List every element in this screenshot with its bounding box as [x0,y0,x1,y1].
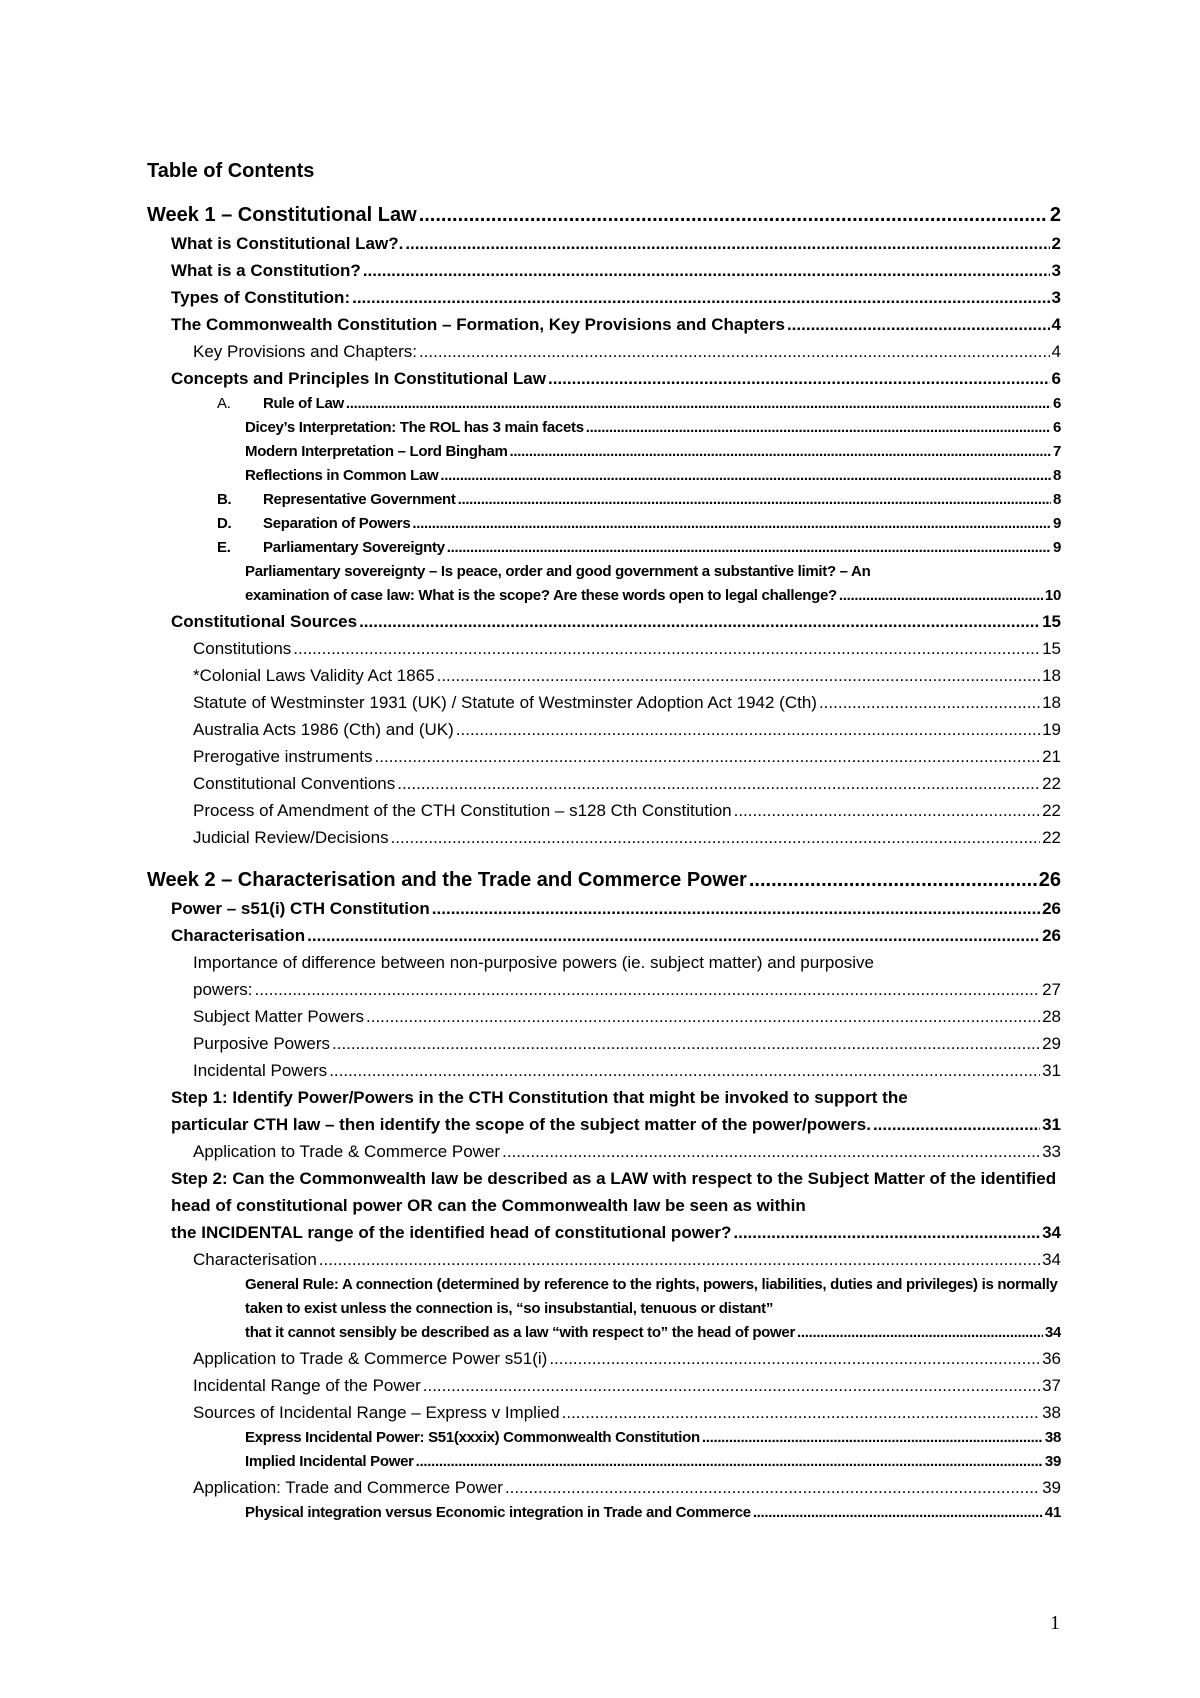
toc-entry[interactable] [147,743,1061,770]
toc-dot-leader [319,1246,1040,1273]
toc-entry-heading [171,311,785,338]
toc-entry-heading [193,1003,364,1030]
toc-entry-text-lead: Step 1: Identify Power/Powers in the CTH Constitution that might be invoked to support the [171,1088,908,1107]
toc-page-number: 6 [1052,419,1061,436]
toc-page-number: 9 [1052,515,1061,532]
toc-entry-last-line [193,976,1061,1003]
toc-page-number: 27 [1042,980,1061,999]
toc-entry[interactable] [147,560,1061,608]
toc-dot-leader [734,797,1040,824]
toc-dot-leader [873,1111,1040,1138]
toc-title: Table of Contents [147,160,315,182]
toc-entry[interactable] [147,1273,1061,1345]
toc-entry-text: Modern Interpretation – Lord Bingham [245,443,508,460]
toc-entry-text: Types of Constitution: [171,288,351,307]
toc-dot-leader [797,1321,1043,1345]
toc-page-number: 18 [1042,693,1061,712]
toc-entry[interactable] [147,1474,1061,1501]
toc-entry-text: Parliamentary Sovereignty [263,539,445,556]
toc-page-number: 19 [1042,720,1061,739]
toc-entry-heading [245,416,584,440]
toc-entry[interactable] [147,512,1061,536]
toc-page-number: 29 [1042,1034,1061,1053]
toc-entry-text: Representative Government [263,491,456,508]
toc-entry-heading [193,716,454,743]
toc-entry-text-lead: Importance of difference between non-purposive powers (ie. subject matter) and purposive [193,953,875,972]
toc-entry-letter: B. [217,491,232,508]
toc-dot-leader [733,1219,1040,1246]
toc-entry-text: *Colonial Laws Validity Act 1865 [193,666,435,685]
toc-entry-text: Application: Trade and Commerce Power [193,1478,503,1497]
toc-entry[interactable] [147,608,1061,635]
toc-dot-leader [440,464,1051,488]
toc-entry-text: What is a Constitution? [171,261,361,280]
toc-entry[interactable] [147,1138,1061,1165]
toc-entry-heading [171,284,350,311]
toc-entry[interactable] [147,895,1061,922]
toc-page-number: 26 [1042,899,1061,918]
table-of-contents [147,200,1061,1525]
toc-entry[interactable] [147,1399,1061,1426]
toc-entry[interactable] [147,770,1061,797]
toc-page-number: 22 [1042,774,1061,793]
toc-entry[interactable] [147,284,1061,311]
toc-entry-heading [171,1111,871,1138]
toc-entry-text: Judicial Review/Decisions [193,828,389,847]
toc-page-number: 34 [1042,1250,1061,1269]
toc-page-number: 33 [1042,1142,1061,1161]
toc-page-number: 9 [1052,539,1061,556]
toc-entry-text: that it cannot sensibly be described as a law “with respect to” the head of power [245,1324,795,1341]
toc-entry-text-lead: General Rule: A connection (determined by reference to the rights, powers, liabilities, duties and privileges) is normally taken to exist unless the connection is, “so insubstantial, tenuous or distant” [245,1276,1058,1317]
toc-page-number: 2 [1051,234,1061,253]
toc-entry-text: Key Provisions and Chapters: [193,342,417,361]
toc-entry-heading [147,865,747,895]
toc-entry-heading [245,584,837,608]
toc-page-number: 26 [1038,869,1061,891]
toc-page-number: 10 [1044,587,1061,604]
toc-entry[interactable] [147,230,1061,257]
toc-entry-letter: D. [217,515,232,532]
toc-entry-text: examination of case law: What is the scope? Are these words open to legal challenge? [245,587,837,604]
toc-entry[interactable] [147,536,1061,560]
toc-dot-leader [359,608,1040,635]
toc-entry[interactable] [147,689,1061,716]
toc-page-number: 2 [1049,204,1061,226]
toc-page-number: 3 [1051,288,1061,307]
toc-entry[interactable] [147,1246,1061,1273]
toc-entry[interactable] [147,1450,1061,1474]
toc-entry-text: Statute of Westminster 1931 (UK) / Statute of Westminster Adoption Act 1942 (Cth) [193,693,817,712]
toc-entry-text-lead: Step 2: Can the Commonwealth law be described as a LAW with respect to the Subject Matter of the identified head of constitutional power OR can the Commonwealth law be seen as within [171,1169,1057,1215]
toc-page-number: 26 [1042,926,1061,945]
toc-entry-heading [193,635,291,662]
toc-entry-heading [193,770,395,797]
toc-page-number: 18 [1042,666,1061,685]
toc-entry[interactable] [147,662,1061,689]
toc-entry[interactable] [147,200,1061,230]
toc-entry[interactable] [147,464,1061,488]
toc-entry-heading [193,1138,500,1165]
toc-page-number: 34 [1042,1223,1061,1242]
toc-dot-leader [391,824,1041,851]
toc-dot-leader [397,770,1040,797]
toc-page-number: 34 [1044,1324,1061,1341]
toc-dot-leader [293,635,1040,662]
toc-dot-leader [432,895,1040,922]
toc-entry[interactable] [147,392,1061,416]
toc-dot-leader [749,865,1037,895]
toc-entry-text: Application to Trade & Commerce Power s51(i) [193,1349,548,1368]
toc-entry-heading [193,1345,547,1372]
toc-entry[interactable] [147,1003,1061,1030]
toc-page-number: 21 [1042,747,1061,766]
toc-page-number: 8 [1052,467,1061,484]
toc-dot-leader [702,1426,1043,1450]
toc-entry-text: Reflections in Common Law [245,467,439,484]
toc-entry-heading [217,488,456,512]
toc-entry[interactable] [147,1030,1061,1057]
toc-entry-heading [193,689,817,716]
toc-entry[interactable] [147,1165,1061,1246]
toc-entry[interactable] [147,365,1061,392]
toc-entry-text: Application to Trade & Commerce Power [193,1142,501,1161]
toc-dot-leader [375,743,1041,770]
toc-entry[interactable] [147,311,1061,338]
toc-entry-text: Characterisation [171,926,306,945]
toc-entry-heading [193,976,253,1003]
toc-entry-text: powers: [193,980,253,999]
toc-entry[interactable] [147,949,1061,1003]
toc-page-number: 39 [1044,1453,1061,1470]
toc-entry[interactable] [147,824,1061,851]
toc-entry-heading [245,1321,795,1345]
toc-dot-leader [458,488,1051,512]
toc-dot-leader [419,338,1050,365]
toc-entry-heading [193,1399,560,1426]
toc-dot-leader [447,536,1051,560]
toc-dot-leader [332,1030,1040,1057]
toc-entry-text: Constitutional Conventions [193,774,396,793]
toc-entry[interactable] [147,865,1061,895]
toc-entry-heading [217,512,410,536]
toc-entry-last-line [245,584,1061,608]
toc-entry-letter: E. [217,539,231,556]
toc-page-number: 38 [1042,1403,1061,1422]
toc-entry-heading [193,797,732,824]
toc-entry-text: Process of Amendment of the CTH Constitution – s128 Cth Constitution [193,801,732,820]
toc-dot-leader [255,976,1041,1003]
toc-page-number: 4 [1051,315,1061,334]
toc-entry-heading [193,1372,421,1399]
toc-page-number: 38 [1044,1429,1061,1446]
toc-entry-text: Physical integration versus Economic integration in Trade and Commerce [245,1504,751,1521]
toc-entry-heading [193,1474,503,1501]
toc-dot-leader [505,1474,1040,1501]
toc-dot-leader [456,716,1040,743]
toc-entry[interactable] [147,440,1061,464]
toc-entry-heading [245,1501,751,1525]
toc-page-number: 15 [1042,639,1061,658]
toc-dot-leader [329,1057,1040,1084]
toc-dot-leader [753,1501,1043,1525]
toc-entry-text: Separation of Powers [263,515,411,532]
toc-entry-heading [171,895,430,922]
toc-entry-text: Incidental Powers [193,1061,328,1080]
toc-entry-heading [171,922,305,949]
toc-entry-heading [171,230,403,257]
toc-entry-last-line [171,1219,1061,1246]
toc-entry[interactable] [147,416,1061,440]
toc-dot-leader [787,311,1050,338]
toc-entry-heading [147,200,417,230]
toc-page-number: 37 [1042,1376,1061,1395]
toc-dot-leader [352,284,1049,311]
toc-dot-leader [423,1372,1040,1399]
toc-entry-text: Implied Incidental Power [245,1453,414,1470]
toc-page-number: 31 [1042,1061,1061,1080]
toc-entry-text: What is Constitutional Law?. [171,234,404,253]
toc-entry-heading [193,1030,330,1057]
toc-entry-text: Express Incidental Power: S51(xxxix) Commonwealth Constitution [245,1429,700,1446]
toc-entry-heading [171,257,361,284]
toc-dot-leader [548,365,1050,392]
toc-page-number: 7 [1052,443,1061,460]
toc-entry[interactable] [147,797,1061,824]
toc-entry-heading [193,1057,327,1084]
toc-page-number: 4 [1051,342,1061,361]
toc-entry-text: particular CTH law – then identify the scope of the subject matter of the power/powers. [171,1115,871,1134]
toc-entry-text: Purposive Powers [193,1034,331,1053]
toc-entry-text: Incidental Range of the Power [193,1376,421,1395]
toc-dot-leader [510,440,1051,464]
toc-entry-text: Subject Matter Powers [193,1007,365,1026]
toc-entry[interactable] [147,1345,1061,1372]
toc-entry[interactable] [147,1057,1061,1084]
toc-entry-heading [193,338,417,365]
toc-entry-heading [171,365,546,392]
toc-entry-text: Australia Acts 1986 (Cth) and (UK) [193,720,454,739]
toc-page-number: 6 [1052,395,1061,412]
toc-dot-leader [405,230,1049,257]
toc-page-number: 36 [1042,1349,1061,1368]
toc-dot-leader [562,1399,1040,1426]
toc-entry[interactable] [147,716,1061,743]
toc-entry-heading [245,440,508,464]
toc-entry-text: Constitutions [193,639,292,658]
toc-entry-heading [245,1426,700,1450]
toc-entry-heading [171,608,357,635]
toc-entry-heading [171,1219,731,1246]
toc-entry[interactable] [147,257,1061,284]
toc-entry-heading [245,464,438,488]
toc-entry-heading [193,662,435,689]
toc-dot-leader [346,392,1051,416]
toc-entry-text: Rule of Law [263,395,344,412]
toc-entry[interactable] [147,922,1061,949]
toc-entry[interactable] [147,1084,1061,1138]
toc-dot-leader [819,689,1040,716]
toc-entry-heading [193,1246,317,1273]
toc-dot-leader [437,662,1040,689]
toc-entry-heading [217,392,344,416]
toc-entry-text: The Commonwealth Constitution – Formation, Key Provisions and Chapters [171,315,785,334]
toc-entry-text: the INCIDENTAL range of the identified head of constitutional power? [171,1223,732,1242]
toc-entry-text: Week 1 – Constitutional Law [147,204,417,226]
toc-dot-leader [549,1345,1040,1372]
toc-entry-text: Dicey’s Interpretation: The ROL has 3 main facets [245,419,584,436]
toc-entry[interactable] [147,635,1061,662]
toc-entry-text: Sources of Incidental Range – Express v Implied [193,1403,560,1422]
toc-entry-letter: A. [217,395,231,412]
toc-entry-text: Concepts and Principles In Constitutional Law [171,369,546,388]
toc-entry-heading [193,743,373,770]
toc-entry[interactable] [147,1501,1061,1525]
toc-dot-leader [839,584,1043,608]
toc-entry-text: Prerogative instruments [193,747,373,766]
toc-dot-leader [502,1138,1040,1165]
toc-dot-leader [363,257,1050,284]
toc-entry-heading [193,824,389,851]
toc-dot-leader [419,200,1048,230]
toc-page-number: 39 [1042,1478,1061,1497]
toc-page-number: 6 [1051,369,1061,388]
toc-entry[interactable] [147,1426,1061,1450]
toc-dot-leader [586,416,1051,440]
toc-page-number: 31 [1042,1115,1061,1134]
toc-dot-leader [307,922,1040,949]
toc-page-number: 3 [1051,261,1061,280]
toc-entry-text: Power – s51(i) CTH Constitution [171,899,430,918]
toc-entry[interactable] [147,488,1061,512]
toc-dot-leader [412,512,1051,536]
toc-page-number: 15 [1042,612,1061,631]
toc-entry-heading [217,536,445,560]
toc-page-number: 8 [1052,491,1061,508]
toc-entry-text-lead: Parliamentary sovereignty – Is peace, order and good government a substantive limit? – An [245,563,871,580]
toc-entry[interactable] [147,1372,1061,1399]
toc-entry-last-line [245,1321,1061,1345]
toc-entry[interactable] [147,338,1061,365]
toc-page-number: 28 [1042,1007,1061,1026]
toc-page-number: 41 [1044,1504,1061,1521]
page-number: 1 [1050,1612,1060,1634]
toc-entry-text: Constitutional Sources [171,612,358,631]
toc-entry-text: Characterisation [193,1250,317,1269]
toc-entry-heading [245,1450,414,1474]
toc-dot-leader [416,1450,1043,1474]
toc-page-number: 22 [1042,801,1061,820]
toc-page-number: 22 [1042,828,1061,847]
toc-entry-text: Week 2 – Characterisation and the Trade and Commerce Power [147,869,747,891]
toc-entry-last-line [171,1111,1061,1138]
toc-dot-leader [366,1003,1040,1030]
